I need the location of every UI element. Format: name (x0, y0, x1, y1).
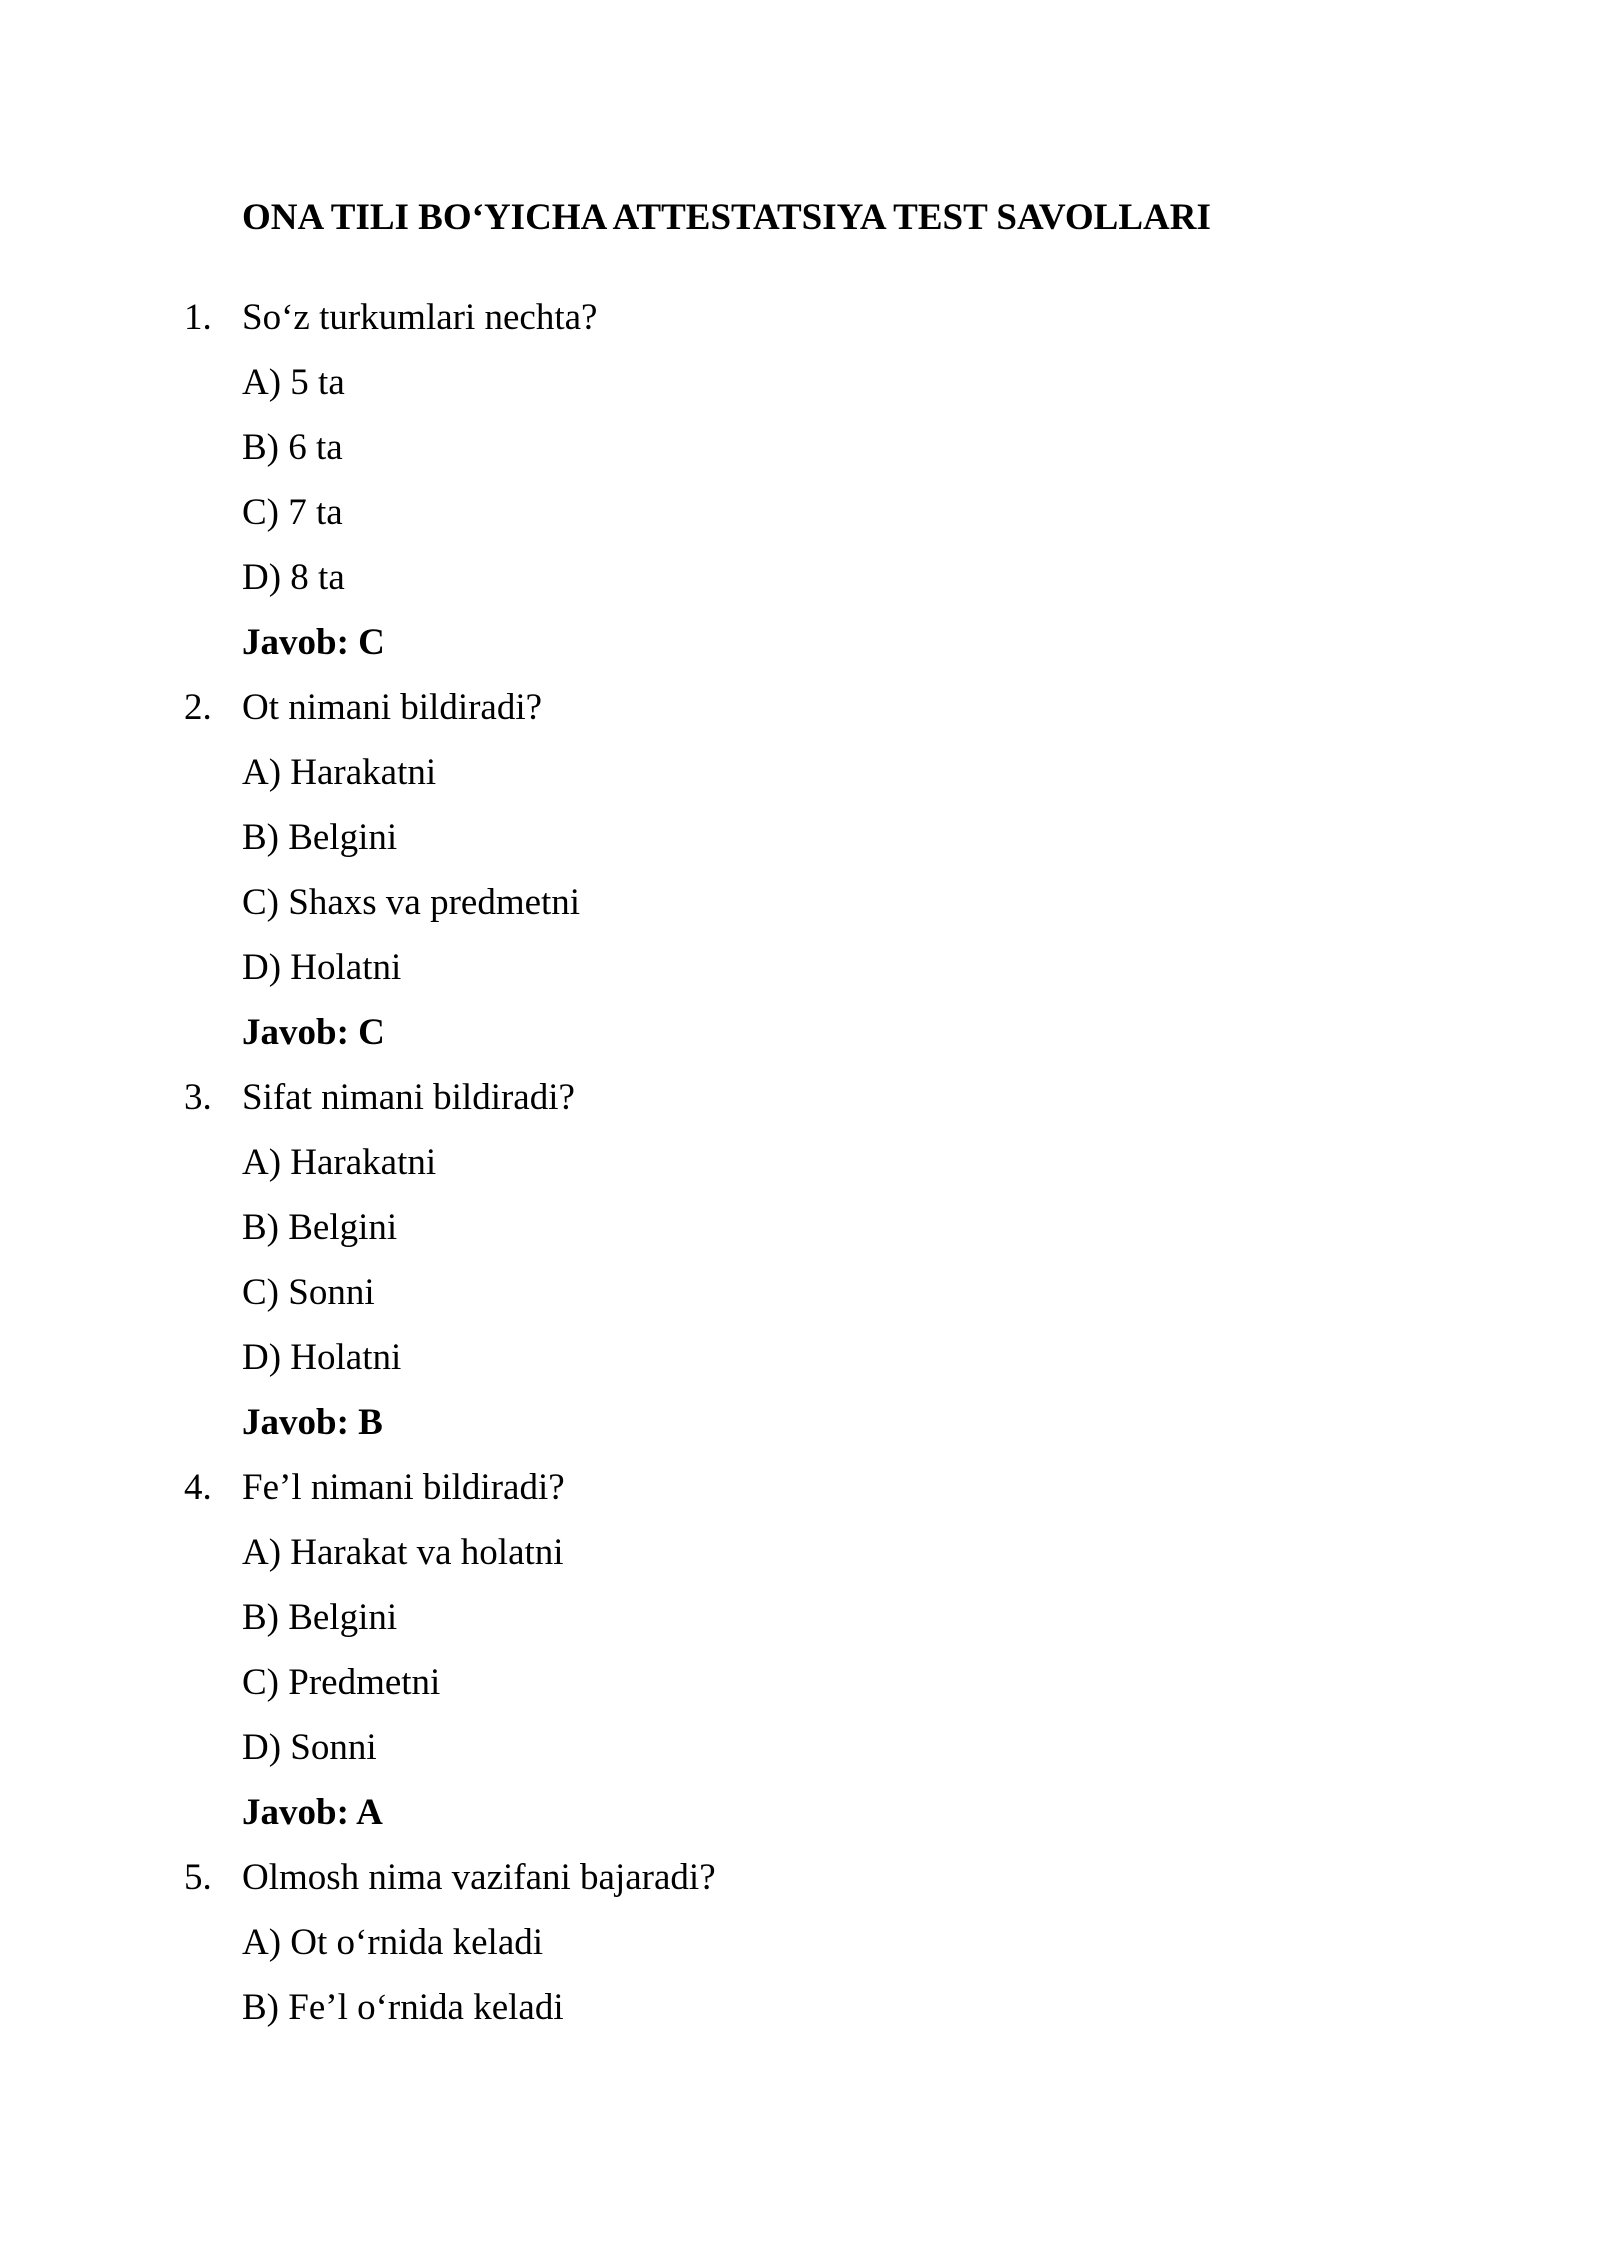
option-text: C) Predmetni (242, 1662, 441, 1703)
option-text: A) Harakat va holatni (242, 1532, 564, 1573)
question-number: 2. (184, 687, 212, 728)
option-a (0, 1915, 1600, 1980)
question-text: Sifat nimani bildiradi? (242, 1077, 575, 1118)
option-a (0, 745, 1600, 810)
option-d (0, 550, 1600, 615)
option-text: A) Harakatni (242, 1142, 437, 1183)
answer-line (0, 1785, 1600, 1850)
option-text: D) Holatni (242, 1337, 402, 1378)
option-text: A) Harakatni (242, 752, 437, 793)
question-number: 3. (184, 1077, 212, 1118)
page-title: ONA TILI BO‘YICHA ATTESTATSIYA TEST SAVOLLARI (242, 197, 1211, 238)
option-c (0, 1265, 1600, 1330)
question-1 (0, 290, 1600, 355)
question-text: Ot nimani bildiradi? (242, 687, 543, 728)
option-b (0, 420, 1600, 485)
question-number: 5. (184, 1857, 212, 1898)
option-d (0, 1720, 1600, 1785)
option-d (0, 940, 1600, 1005)
question-5 (0, 1850, 1600, 1915)
option-text: A) Ot o‘rnida keladi (242, 1922, 544, 1963)
option-a (0, 355, 1600, 420)
answer-text: Javob: A (242, 1792, 383, 1833)
question-3 (0, 1070, 1600, 1135)
option-text: B) Belgini (242, 817, 398, 858)
option-b (0, 1590, 1600, 1655)
answer-line (0, 615, 1600, 680)
option-text: B) Belgini (242, 1207, 398, 1248)
answer-text: Javob: C (242, 622, 385, 663)
option-c (0, 485, 1600, 550)
option-b (0, 1980, 1600, 2045)
question-number: 4. (184, 1467, 212, 1508)
option-a (0, 1135, 1600, 1200)
option-text: B) Fe’l o‘rnida keladi (242, 1987, 564, 2028)
option-text: C) Sonni (242, 1272, 375, 1313)
question-2 (0, 680, 1600, 745)
option-b (0, 810, 1600, 875)
option-text: B) Belgini (242, 1597, 398, 1638)
question-number: 1. (184, 297, 212, 338)
option-d (0, 1330, 1600, 1395)
question-4 (0, 1460, 1600, 1525)
answer-text: Javob: C (242, 1012, 385, 1053)
option-text: D) Sonni (242, 1727, 377, 1768)
option-text: C) Shaxs va predmetni (242, 882, 581, 923)
option-a (0, 1525, 1600, 1590)
question-list (0, 290, 1600, 2045)
option-text: C) 7 ta (242, 492, 343, 533)
question-text: Fe’l nimani bildiradi? (242, 1467, 565, 1508)
answer-line (0, 1395, 1600, 1460)
question-text: So‘z turkumlari nechta? (242, 297, 598, 338)
option-text: D) Holatni (242, 947, 402, 988)
option-b (0, 1200, 1600, 1265)
option-c (0, 875, 1600, 940)
question-text: Olmosh nima vazifani bajaradi? (242, 1857, 716, 1898)
option-text: B) 6 ta (242, 427, 343, 468)
option-text: A) 5 ta (242, 362, 345, 403)
answer-text: Javob: B (242, 1402, 383, 1443)
option-c (0, 1655, 1600, 1720)
answer-line (0, 1005, 1600, 1070)
option-text: D) 8 ta (242, 557, 345, 598)
